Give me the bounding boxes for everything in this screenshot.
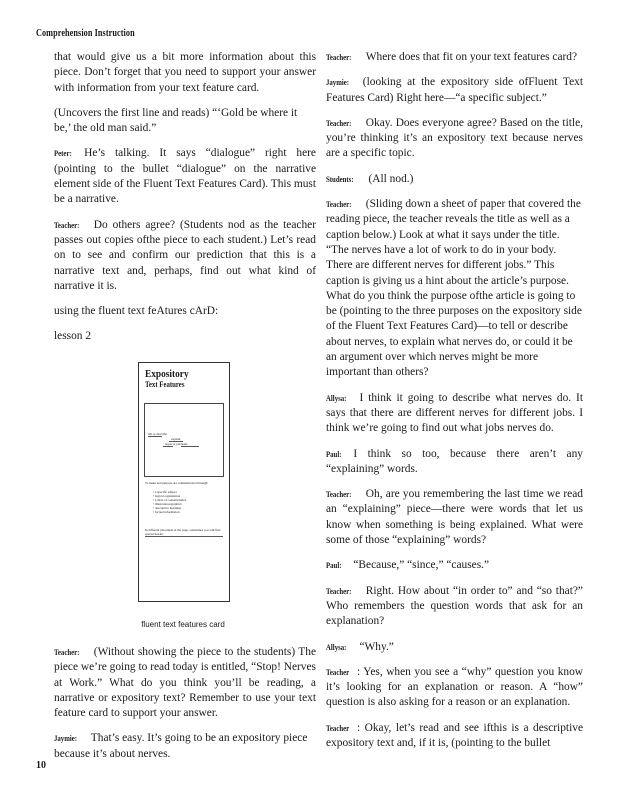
card-bullet: • factual information (153, 510, 180, 514)
speaker-label: Paul: (326, 560, 342, 571)
card-rule (145, 536, 223, 537)
speaker-label: Jaymie: (326, 77, 350, 88)
card-bullet: • a specific subject (153, 490, 177, 494)
dialogue-text: (Without showing the piece to the students) The piece we’re going to read today is entitled, “Stop! Nerves at Work.” What do you think you’ll be reading, a narrative or expository text? Remember to use your text feature card to support your answer. (54, 646, 316, 720)
dialogue-text: “Why.” (359, 640, 394, 653)
page-number: 10 (36, 760, 46, 771)
text-features-card-figure (138, 362, 230, 629)
dialogue-text: (looking at the expository side ofFluent Text Features Card) Right here—“a specific subject.” (326, 76, 583, 104)
dialogue-paragraph (326, 487, 583, 548)
speaker-label: Teacher: (326, 489, 352, 500)
dialogue-text: (Sliding down a sheet of paper that covered the reading piece, the teacher reveals the title as well as a caption below.) Look at what it says under the title. “The nerves have a lot of work to do in your body. There are different nerves for different jobs.” This caption is giving us a hint about the article’s purpose. What do you think the purpose ofthe article is going to be (pointing to the three purposes on the expository side of the Fluent Text Features Card)—to tell or describe about nerves, to explain what nerves do, or could it be an argument over which nerves might be more important than others? (326, 198, 582, 379)
speaker-label: Teacher (326, 722, 350, 733)
dialogue-text: Where does that fit on your text features card? (365, 51, 578, 63)
card-caption: fluent text features card (141, 620, 225, 629)
card-rule (169, 441, 183, 442)
speaker-label: Paul: (326, 448, 342, 459)
dialogue-paragraph (326, 50, 583, 65)
running-header: Comprehension Instruction (36, 28, 135, 39)
speaker-label: Allysa: (326, 392, 347, 403)
card-bullet: • a table of contents/index (153, 498, 187, 502)
dialogue-paragraph (326, 558, 583, 573)
dialogue-paragraph (326, 640, 583, 655)
card-bullet: • logical organization (153, 494, 181, 498)
card-subtitle: Text Features (145, 380, 185, 389)
paragraph (54, 50, 316, 96)
dialogue-text: : Okay, let’s read and see ifthis is a descriptive expository text and, if it is, (pointing to the bullet (326, 721, 583, 749)
speaker-label: Jaymie: (54, 733, 78, 744)
card-purpose-box (144, 403, 224, 477)
dialogue-text: He’s talking. It says “dialogue” right here (pointing to the bullet “dialogue” on the narrative element side of the Fluent Text Features Card). This must be a narrative. (54, 147, 316, 206)
text-features-card (138, 362, 230, 602)
dialogue-paragraph (326, 116, 583, 162)
card-purpose-3: argue or persuade (165, 442, 188, 446)
dialogue-paragraph (54, 146, 316, 207)
card-title: Expository (145, 368, 189, 380)
speaker-label: Peter: (54, 148, 72, 159)
speaker-label: Teacher: (326, 117, 352, 128)
card-rule (181, 446, 199, 447)
dialogue-text: I think so too, because there aren’t any “explaining” words. (326, 447, 583, 475)
card-rule (148, 436, 162, 437)
dialogue-paragraph (326, 584, 583, 630)
dialogue-text: That’s easy. It’s going to be an expository piece because it’s about nerves. (54, 732, 308, 760)
speaker-label: Teacher: (54, 647, 80, 657)
dialogue-paragraph (54, 218, 316, 294)
card-bullet: • illustrations/graphics (153, 502, 182, 506)
dialogue-paragraph (326, 172, 583, 187)
dialogue-paragraph (326, 197, 583, 381)
paragraph-text: (Uncovers the first line and reads) “‘Gold be where it be,’ the old man said.” (54, 106, 298, 135)
dialogue-paragraph (326, 75, 583, 106)
card-bullet: • descriptive headings (153, 506, 182, 510)
card-footer-note: In different placement at the page, sometimes you will find special header (145, 528, 221, 536)
card-purpose-1: tell or describe (148, 432, 167, 436)
speaker-label: Teacher: (326, 52, 352, 62)
speaker-label: Students: (326, 173, 354, 184)
dialogue-paragraph (326, 721, 583, 752)
dialogue-text: Do others agree? (Students nod as the teacher passes out copies ofthe piece to each student.) Let’s read on to see and confirm our prediction that this is a narrative text and, perhaps, find out what kind of narrative it is. (54, 218, 316, 292)
speaker-label: Teacher (326, 666, 350, 677)
dialogue-text: Oh, are you remembering the last time we read an “explaining” piece—there were words that let us know when something is being explained. What were some of those “explaining” words? (326, 488, 583, 547)
speaker-label: Teacher: (326, 199, 352, 210)
speaker-label: Teacher: (54, 219, 80, 230)
left-column-continued (54, 645, 316, 772)
dialogue-text: Right. How about “in order to” and “so that?” Who remembers the question words that ask for an explanation? (326, 584, 583, 628)
speaker-label: Teacher: (326, 585, 352, 596)
paragraph (54, 106, 316, 137)
paragraph-text: that would give us a bit more information about this piece. Don’t forget that you need to support your answer with information from your text feature card. (54, 51, 316, 94)
speaker-label: Allysa: (326, 641, 347, 652)
dialogue-text: (All nod.) (368, 172, 414, 185)
dialogue-text: I think it going to describe what nerves do. It says that there are different nerves for different jobs. I think we’re going to find out what jobs nerves do. (326, 391, 583, 435)
dialogue-text: Okay. Does everyone agree? Based on the title, you’re thinking it’s an expository text because nerves are a specific topic. (326, 116, 583, 160)
card-purpose-2: explain (171, 437, 181, 441)
dialogue-paragraph (326, 665, 583, 711)
dialogue-text: “Because,” “since,” “causes.” (353, 559, 490, 572)
right-column (326, 50, 583, 761)
dialogue-paragraph (326, 447, 583, 478)
section-heading: using the fluent text feAtures cArD: (54, 305, 219, 318)
dialogue-paragraph (54, 731, 316, 762)
section-subheading: lesson 2 (54, 330, 92, 343)
card-intro: To make and purpose are communicated through: (145, 481, 209, 485)
left-column (54, 50, 316, 354)
dialogue-text: : Yes, when you see a “why” question you know it’s looking for an explanation or reason. A “how” question is also asking for a reason or an explanation. (326, 665, 583, 709)
dialogue-paragraph (326, 391, 583, 437)
card-rule (163, 446, 173, 447)
dialogue-paragraph (54, 645, 316, 721)
